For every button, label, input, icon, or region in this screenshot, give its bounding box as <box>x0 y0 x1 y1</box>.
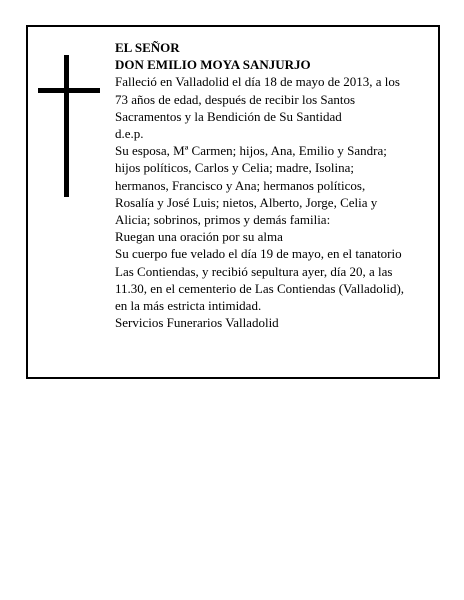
family-line: Su esposa, Mª Carmen; hijos, Ana, Emilio y Sandra; <box>115 143 387 159</box>
cross-horizontal-bar <box>38 88 100 93</box>
death-announcement-line: Falleció en Valladolid el día 18 de mayo de 2013, a los <box>115 74 400 90</box>
burial-details-line: Su cuerpo fue velado el día 19 de mayo, en el tanatorio <box>115 246 402 262</box>
death-announcement-line: 73 años de edad, después de recibir los Santos <box>115 91 356 107</box>
family-line: Alicia; sobrinos, primos y demás familia: <box>115 212 331 228</box>
burial-details-line: en la más estricta intimidad. <box>115 298 262 314</box>
notice-heading: EL SEÑOR <box>115 40 180 55</box>
burial-details-line: Las Contiendas, y recibió sepultura ayer, día 20, a las <box>115 263 393 279</box>
family-line: Rosalía y José Luis; nietos, Alberto, Jorge, Celia y <box>115 194 378 210</box>
burial-details-line: 11.30, en el cementerio de Las Contiendas (Valladolid), <box>115 280 405 296</box>
latin-cross-icon <box>38 55 100 197</box>
cross-vertical-bar <box>64 55 69 197</box>
prayer-request-line: Ruegan una oración por su alma <box>115 229 283 245</box>
obituary-text <box>115 39 433 331</box>
family-line: hijos políticos, Carlos y Celia; madre, Isolina; <box>115 160 355 176</box>
dep-line: d.e.p. <box>115 126 144 142</box>
funeral-services-line: Servicios Funerarios Valladolid <box>115 315 279 331</box>
deceased-name: DON EMILIO MOYA SANJURJO <box>115 57 311 73</box>
family-line: hermanos, Francisco y Ana; hermanos políticos, <box>115 177 366 193</box>
death-announcement-line: Sacramentos y la Bendición de Su Santidad <box>115 108 342 124</box>
